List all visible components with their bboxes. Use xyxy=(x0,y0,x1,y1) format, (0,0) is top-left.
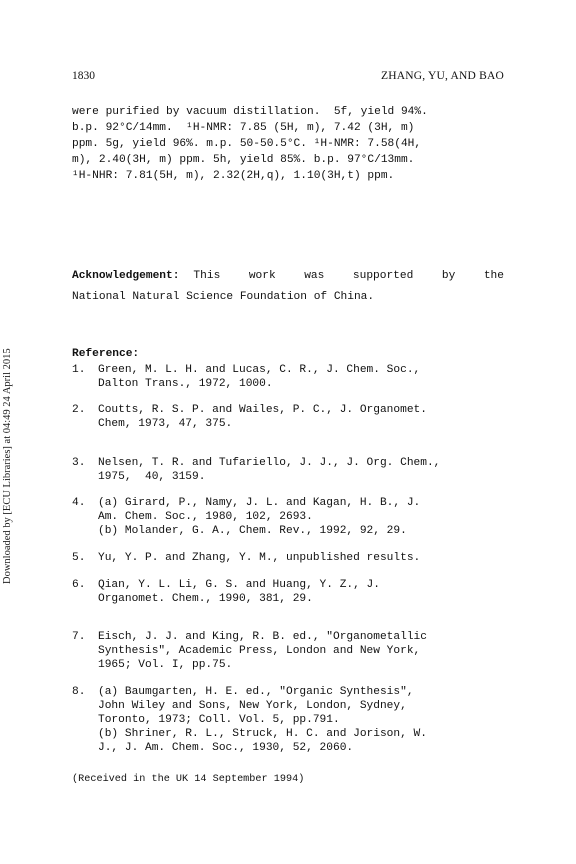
reference-line: Dalton Trans., 1972, 1000. xyxy=(98,378,273,390)
reference-item xyxy=(72,363,512,391)
reference-line: Coutts, R. S. P. and Wailes, P. C., J. Organomet. xyxy=(98,404,427,416)
reference-item xyxy=(72,403,512,431)
experimental-line: m), 2.40(3H, m) ppm. 5h, yield 85%. b.p. 97°C/13mm. xyxy=(72,154,415,166)
reference-line: Green, M. L. H. and Lucas, C. R., J. Chem. Soc., xyxy=(98,364,421,376)
experimental-line: were purified by vacuum distillation. 5f, yield 94%. xyxy=(72,106,428,118)
page-number: 1830 xyxy=(72,70,95,82)
acknowledgement-text xyxy=(193,266,504,287)
references-heading: Reference: xyxy=(72,348,140,360)
references-list xyxy=(72,363,512,755)
reference-item xyxy=(72,496,512,538)
acknowledgement-word: the xyxy=(483,270,504,282)
acknowledgement-word: supported xyxy=(352,270,414,282)
acknowledgement-paragraph xyxy=(72,266,504,308)
experimental-line: ppm. 5g, yield 96%. m.p. 50-50.5°C. ¹H-NMR: 7.58(4H, xyxy=(72,138,422,150)
acknowledgement-word: work xyxy=(248,270,276,282)
reference-line: (a) Baumgarten, H. E. ed., "Organic Synthesis", xyxy=(98,686,414,698)
reference-item xyxy=(72,578,512,606)
received-date: (Received in the UK 14 September 1994) xyxy=(72,774,305,785)
reference-number: 2. xyxy=(72,404,86,416)
reference-line: John Wiley and Sons, New York, London, Sydney, xyxy=(98,700,407,712)
reference-line: J., J. Am. Chem. Soc., 1930, 52, 2060. xyxy=(98,742,354,754)
reference-item xyxy=(72,551,512,565)
download-notice-text: Downloaded by [ECU Libraries] at 04:49 24 April 2015 xyxy=(2,348,13,584)
experimental-paragraph xyxy=(72,104,504,184)
reference-line: Chem, 1973, 47, 375. xyxy=(98,418,233,430)
reference-number: 3. xyxy=(72,457,86,469)
reference-line: (b) Molander, G. A., Chem. Rev., 1992, 92, 29. xyxy=(98,525,407,537)
reference-line: Nelsen, T. R. and Tufariello, J. J., J. Org. Chem., xyxy=(98,457,441,469)
acknowledgement-line xyxy=(72,266,504,287)
reference-number: 7. xyxy=(72,631,86,643)
acknowledgement-line-2: National Natural Science Foundation of China. xyxy=(72,291,375,303)
reference-number: 1. xyxy=(72,364,86,376)
reference-line: Organomet. Chem., 1990, 381, 29. xyxy=(98,593,313,605)
reference-line: Synthesis", Academic Press, London and New York, xyxy=(98,645,421,657)
reference-line: Toronto, 1973; Coll. Vol. 5, pp.791. xyxy=(98,714,340,726)
experimental-line: ¹H-NHR: 7.81(5H, m), 2.32(2H,q), 1.10(3H,t) ppm. xyxy=(72,170,395,182)
acknowledgement-word: This xyxy=(193,270,221,282)
experimental-line: b.p. 92°C/14mm. ¹H-NMR: 7.85 (5H, m), 7.42 (3H, m) xyxy=(72,122,415,134)
reference-item xyxy=(72,630,512,672)
acknowledgement-word: by xyxy=(441,270,456,282)
reference-item xyxy=(72,685,512,755)
reference-number: 4. xyxy=(72,497,86,509)
reference-number: 8. xyxy=(72,686,86,698)
reference-line: Eisch, J. J. and King, R. B. ed., "Organometallic xyxy=(98,631,427,643)
acknowledgement-heading: Acknowledgement: xyxy=(72,270,180,282)
running-head: ZHANG, YU, AND BAO xyxy=(381,70,504,82)
reference-line: 1975, 40, 3159. xyxy=(98,471,206,483)
reference-line: (b) Shriner, R. L., Struck, H. C. and Jorison, W. xyxy=(98,728,427,740)
reference-line: Am. Chem. Soc., 1980, 102, 2693. xyxy=(98,511,313,523)
reference-number: 6. xyxy=(72,579,86,591)
reference-line: Yu, Y. P. and Zhang, Y. M., unpublished results. xyxy=(98,552,421,564)
reference-item xyxy=(72,456,512,484)
reference-line: (a) Girard, P., Namy, J. L. and Kagan, H. B., J. xyxy=(98,497,421,509)
reference-line: 1965; Vol. I, pp.75. xyxy=(98,659,233,671)
acknowledgement-word: was xyxy=(304,270,325,282)
reference-number: 5. xyxy=(72,552,86,564)
reference-line: Qian, Y. L. Li, G. S. and Huang, Y. Z., J. xyxy=(98,579,380,591)
